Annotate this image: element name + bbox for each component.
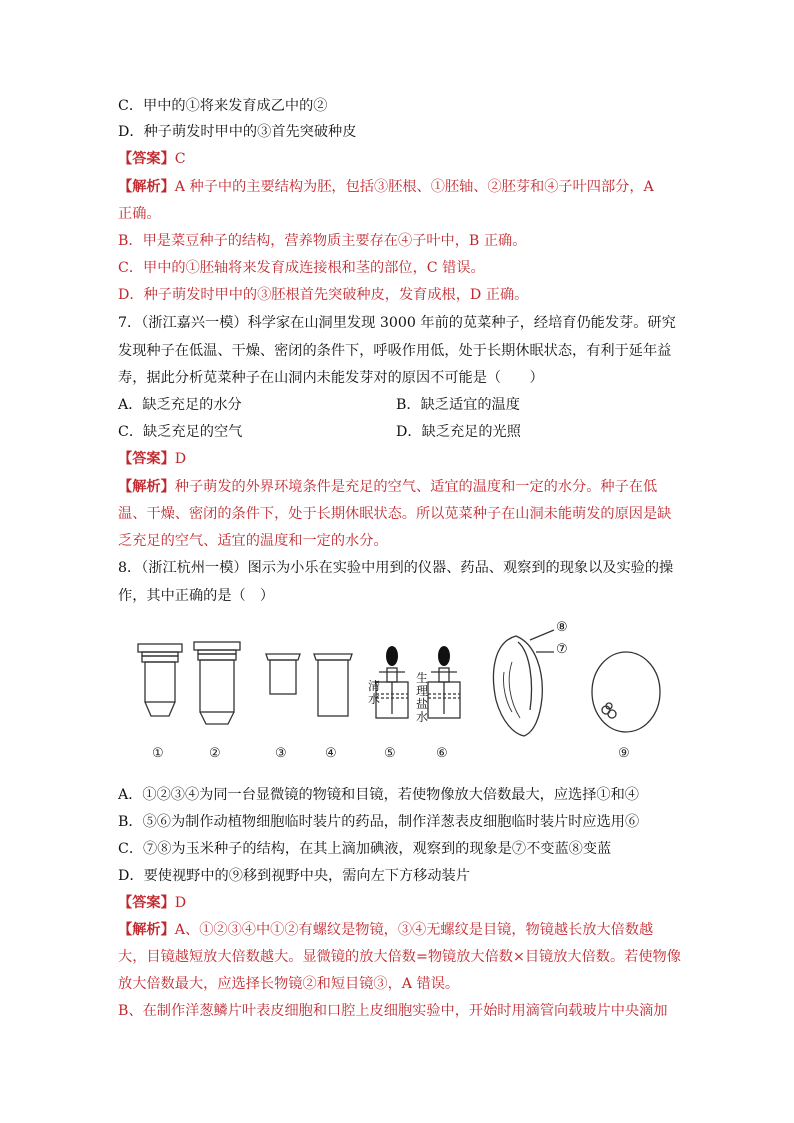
- lab-figure: [132, 622, 672, 772]
- explanation-tag: 【解析】: [118, 922, 175, 938]
- explanation-text: 放大倍数最大，应选择长物镜②和短目镜③，A 错误。: [118, 976, 460, 992]
- seed-label-7: ⑦: [556, 642, 568, 657]
- option-d: D．要使视野中的⑨移到视野中央，需向左下方移动装片: [118, 868, 470, 884]
- explanation-line: [118, 477, 657, 497]
- question-8-text: 8．（浙江杭州一模）图示为小乐在实验中用到的仪器、药品、观察到的现象以及实验的操: [118, 560, 674, 576]
- option-c: C．缺乏充足的空气: [118, 424, 243, 440]
- explanation-text: 大，目镜越短放大倍数越大。显微镜的放大倍数=物镜放大倍数×目镜放大倍数。若使物像: [118, 949, 681, 965]
- answer-tag: 【答案】: [118, 151, 175, 167]
- dropper-bottle-water-icon: [376, 668, 408, 718]
- option-d: D．缺乏充足的光照: [396, 424, 521, 440]
- figure-caption: ④: [325, 746, 337, 761]
- explanation-line: [118, 920, 653, 940]
- explanation-line: [118, 177, 654, 197]
- explanation-text: 乏充足的空气、适宜的温度和一定的水分。: [118, 533, 388, 549]
- figure-caption: ⑤: [384, 746, 396, 761]
- dropper-bulb-icon: [438, 646, 450, 666]
- answer-line-2: [118, 449, 186, 469]
- bottle-label-water: 清水: [368, 679, 381, 706]
- question-7-options-row-2: [118, 422, 678, 442]
- option-a: A．①②③④为同一台显微镜的物镜和目镜，若使物像放大倍数最大，应选择①和④: [118, 787, 639, 803]
- figure-caption: ②: [209, 746, 221, 761]
- explanation-text: B．甲是菜豆种子的结构，营养物质主要存在④子叶中，B 正确。: [118, 233, 527, 249]
- option-b: B．⑤⑥为制作动植物细胞临时装片的药品，制作洋葱表皮细胞临时装片时应选用⑥: [118, 814, 640, 830]
- seed-label-8: ⑧: [556, 620, 568, 635]
- option-a: A．缺乏充足的水分: [118, 397, 242, 413]
- answer-tag: 【答案】: [118, 895, 175, 911]
- option-b: B．缺乏适宜的温度: [396, 397, 520, 413]
- objective-lens-long-icon: [194, 642, 240, 724]
- explanation-text: 正确。: [118, 206, 161, 222]
- explanation-tag: 【解析】: [118, 479, 175, 495]
- option-d-text: D．种子萌发时甲中的③首先突破种皮: [118, 124, 357, 140]
- explanation-text: C．甲中的①胚轴将来发育成连接根和茎的部位，C 错误。: [118, 260, 485, 276]
- question-7-text: 发现种子在低温、干燥、密闭的条件下，呼吸作用低，处于长期休眠状态，有利于延年益: [118, 343, 672, 359]
- option-c-text: C．甲中的①将来发育成乙中的②: [118, 98, 328, 114]
- question-7-options-row-1: [118, 395, 678, 415]
- figure-caption: ①: [152, 746, 164, 761]
- objective-lens-short-icon: [138, 644, 182, 716]
- dropper-bulb-icon: [386, 646, 398, 666]
- option-c: C．⑦⑧为玉米种子的结构，在其上滴加碘液，观察到的现象是⑦不变蓝⑧变蓝: [118, 841, 612, 857]
- figure-caption: ⑨: [618, 746, 630, 761]
- explanation-text: A、①②③④中①②有螺纹是物镜，③④无螺纹是目镜，物镜越长放大倍数越: [174, 922, 654, 938]
- answer-line-1: [118, 149, 186, 169]
- bottle-label-saline: 生理盐水: [416, 671, 429, 724]
- question-8-text: 作，其中正确的是（ ）: [118, 588, 275, 604]
- corn-seed-icon: [493, 630, 554, 736]
- answer-value: D: [174, 451, 187, 467]
- figure-caption: ⑥: [436, 746, 448, 761]
- answer-value: D: [174, 895, 187, 911]
- explanation-tag: 【解析】: [118, 179, 175, 195]
- explanation-text: A 种子中的主要结构为胚，包括③胚根、①胚轴、②胚芽和④子叶四部分，A: [174, 179, 654, 195]
- question-7-text: 7．（浙江嘉兴一模）科学家在山洞里发现 3000 年前的苋菜种子，经培育仍能发芽。研究: [118, 315, 676, 331]
- eyepiece-long-icon: [314, 654, 352, 716]
- explanation-text: 种子萌发的外界环境条件是充足的空气、适宜的温度和一定的水分。种子在低: [174, 479, 658, 495]
- answer-tag: 【答案】: [118, 451, 175, 467]
- explanation-text: D．种子萌发时甲中的③胚根首先突破种皮，发育成根，D 正确。: [118, 287, 529, 303]
- answer-line-3: [118, 893, 186, 913]
- explanation-text: 温、干燥、密闭的条件下，处于长期休眠状态。所以苋菜种子在山洞未能萌发的原因是缺: [118, 506, 672, 522]
- dropper-bottle-saline-icon: [428, 668, 460, 718]
- eyepiece-short-icon: [266, 654, 300, 694]
- explanation-text: B、在制作洋葱鳞片叶表皮细胞和口腔上皮细胞实验中，开始时用滴管向载玻片中央滴加: [118, 1003, 668, 1019]
- question-7-text: 寿，据此分析苋菜种子在山洞内未能发芽对的原因不可能是（ ）: [118, 370, 544, 386]
- answer-value: C: [174, 151, 186, 167]
- microscope-field-of-view-icon: [592, 652, 660, 732]
- figure-caption: ③: [275, 746, 287, 761]
